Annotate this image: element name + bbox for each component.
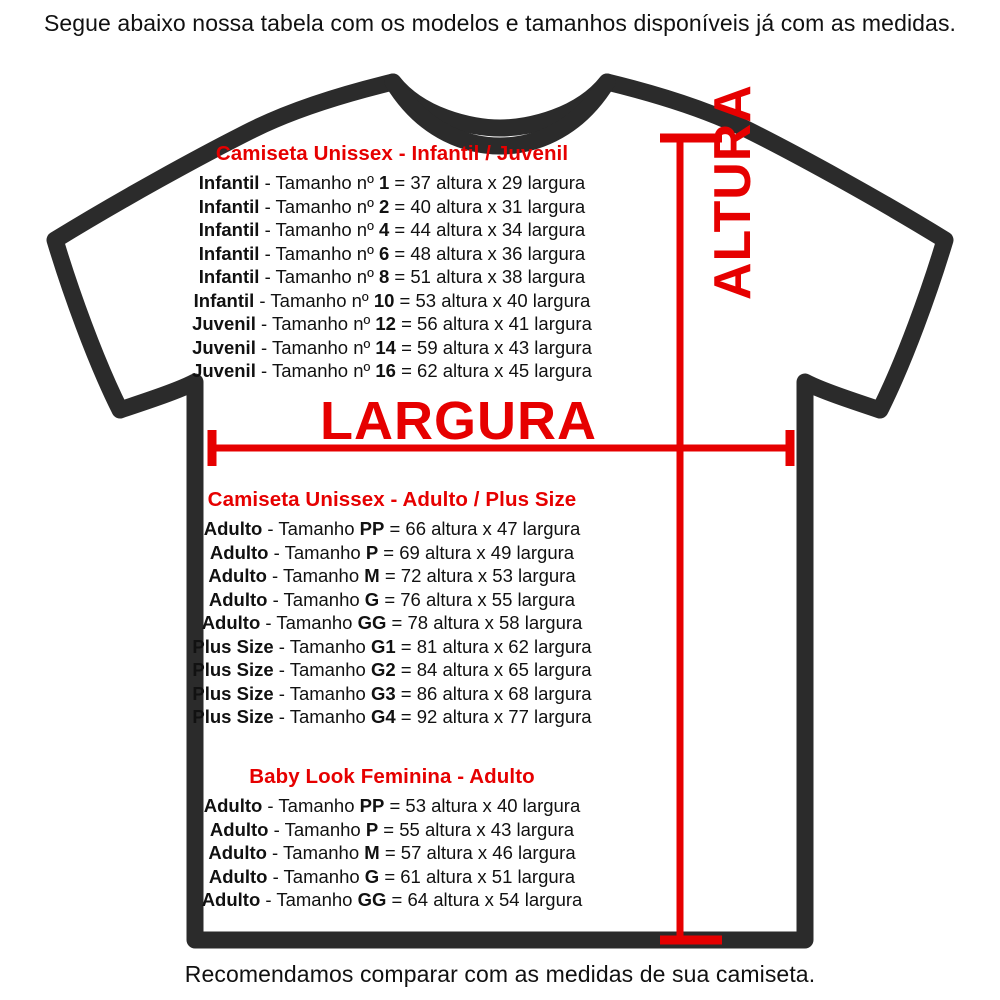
- size-rows-adulto: [112, 517, 672, 729]
- largura-label: LARGURA: [320, 391, 597, 451]
- size-row: Infantil - Tamanho nº 2 = 40 altura x 31 largura: [198, 195, 586, 217]
- size-row: Infantil - Tamanho nº 1 = 37 altura x 29 largura: [198, 172, 586, 193]
- size-row: Juvenil - Tamanho nº 12 = 56 altura x 41 largura: [192, 313, 592, 334]
- size-row: Adulto - Tamanho G = 61 altura x 51 largura: [208, 865, 576, 887]
- size-row: Plus Size - Tamanho G3 = 86 altura x 68 largura: [192, 682, 592, 704]
- size-row: Juvenil - Tamanho nº 14 = 59 altura x 43 largura: [192, 336, 592, 358]
- size-row: Plus Size - Tamanho G4 = 92 altura x 77 largura: [192, 706, 592, 727]
- size-rows-infantil: [112, 171, 672, 383]
- size-row: Adulto - Tamanho GG = 64 altura x 54 largura: [201, 889, 583, 910]
- size-row: Infantil - Tamanho nº 4 = 44 altura x 34 largura: [198, 219, 586, 240]
- size-block-adulto: [112, 488, 672, 729]
- size-row: Infantil - Tamanho nº 8 = 51 altura x 38 largura: [198, 266, 586, 287]
- size-row: Adulto - Tamanho PP = 66 altura x 47 largura: [203, 518, 581, 539]
- size-row: Adulto - Tamanho G = 76 altura x 55 largura: [208, 588, 576, 610]
- size-row: Adulto - Tamanho GG = 78 altura x 58 largura: [201, 612, 583, 633]
- size-row: Infantil - Tamanho nº 10 = 53 altura x 40 largura: [193, 289, 591, 311]
- size-row: Adulto - Tamanho PP = 53 altura x 40 largura: [203, 795, 581, 816]
- size-row: Plus Size - Tamanho G1 = 81 altura x 62 largura: [192, 635, 592, 657]
- size-block-infantil: [112, 142, 672, 383]
- size-row: Adulto - Tamanho M = 57 altura x 46 largura: [208, 842, 576, 863]
- top-instruction-text: Segue abaixo nossa tabela com os modelos e tamanhos disponíveis já com as medidas.: [43, 10, 957, 36]
- size-row: Adulto - Tamanho P = 69 altura x 49 largura: [209, 541, 575, 563]
- size-row: Infantil - Tamanho nº 6 = 48 altura x 36 largura: [198, 242, 586, 264]
- block-title-adulto: Camiseta Unissex - Adulto / Plus Size: [207, 488, 577, 511]
- block-title-infantil: Camiseta Unissex - Infantil / Juvenil: [215, 142, 569, 165]
- size-row: Adulto - Tamanho P = 55 altura x 43 largura: [209, 818, 575, 840]
- size-rows-baby-look: [112, 794, 672, 912]
- altura-label: ALTURA: [704, 84, 762, 300]
- size-block-baby-look: [112, 765, 672, 912]
- bottom-recommendation-text: Recomendamos comparar com as medidas de sua camiseta.: [184, 961, 816, 987]
- size-row: Plus Size - Tamanho G2 = 84 altura x 65 largura: [192, 659, 592, 680]
- size-row: Adulto - Tamanho M = 72 altura x 53 largura: [208, 565, 576, 586]
- size-row: Juvenil - Tamanho nº 16 = 62 altura x 45 largura: [192, 360, 592, 381]
- block-title-baby-look: Baby Look Feminina - Adulto: [249, 765, 535, 788]
